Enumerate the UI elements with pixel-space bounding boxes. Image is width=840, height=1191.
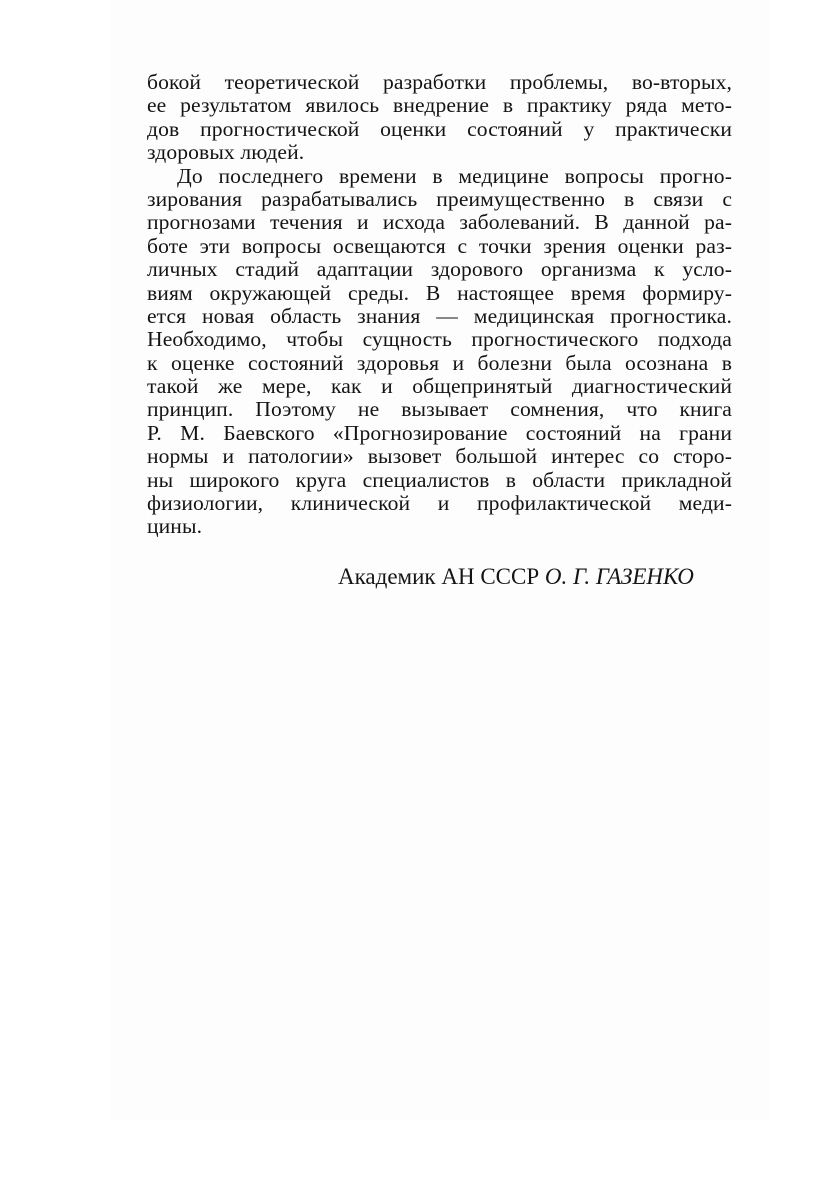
text-line: ее результатом явилось внедрение в практику ряда мето- [147,93,732,118]
body-text [147,71,732,539]
text-line: Р. М. Баевского «Прогнозирование состояний на грани [147,420,732,445]
paragraph-1 [147,71,732,165]
text-line: личных стадий адаптации здорового организма к усло- [147,257,732,282]
text-line: Необходимо, чтобы сущность прогностического подхода [147,327,732,352]
text-line: дов прогностической оценки состояний у практически [147,116,732,141]
text-line: к оценке состояний здоровья и болезни была осознана в [147,350,732,375]
signature [338,563,738,591]
text-line: физиологии, клинической и профилактической меди- [147,491,732,516]
signature-title: Академик АН СССР [338,564,540,589]
text-line: принцип. Поэтому не вызывает сомнения, что книга [147,397,732,422]
text-line: такой же мере, как и общепринятый диагностический [147,374,732,399]
paragraph-2 [147,165,732,539]
text-line: бокой теоретической разработки проблемы, во-вторых, [147,70,732,94]
text-line: виям окружающей среды. В настоящее время формиру- [147,280,732,305]
signature-name: О. Г. ГАЗЕНКО [544,564,694,589]
text-line: боте эти вопросы освещаются с точки зрения оценки раз- [147,233,732,258]
text-line: ется новая область знания — медицинская прогностика. [147,303,732,328]
text-line: нормы и патологии» вызовет большой интерес со сторо- [147,444,732,469]
text-line: цины. [147,514,203,539]
text-line: ны широкого круга специалистов в области прикладной [147,467,732,492]
text-line: зирования разрабатывались преимущественно в связи с [147,186,732,211]
text-line: До последнего времени в медицине вопросы прогно- [177,163,732,188]
text-line: прогнозами течения и исхода заболеваний. В данной ра- [147,210,732,235]
text-line: здоровых людей. [147,140,305,165]
